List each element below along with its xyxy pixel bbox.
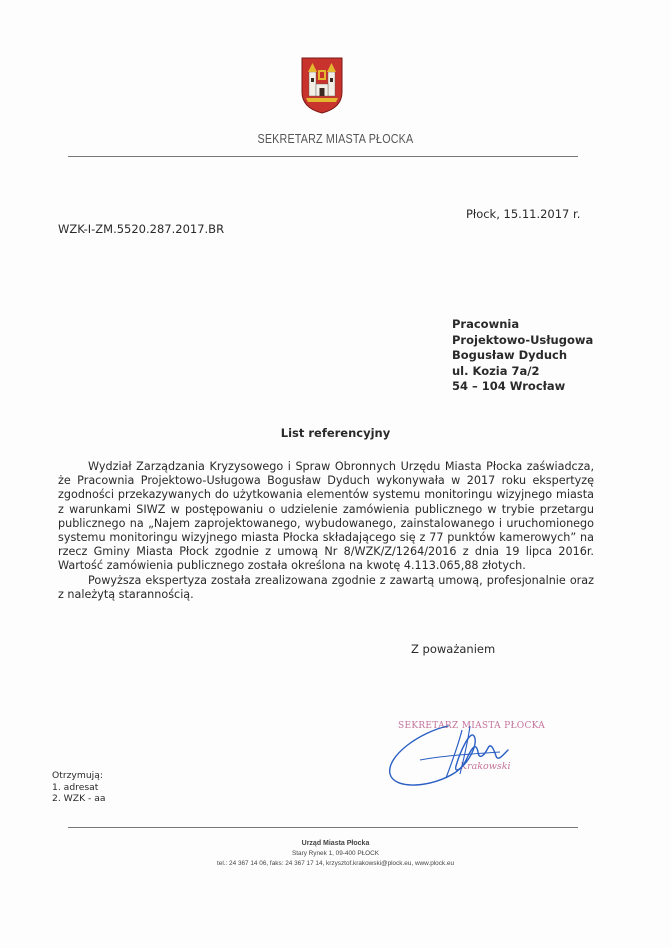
letter-subject: List referencyjny [280, 426, 391, 440]
body-line: zgodności przekazywanych do użytkowania elementów systemu monitoringu wizyjnego miasta [58, 488, 594, 502]
recipients-list [52, 770, 106, 805]
address-line: Projektowo-Usługowa [452, 332, 594, 347]
address-line: Pracownia [452, 317, 520, 331]
address-line: ul. Kozia 7a/2 [452, 363, 540, 378]
header-divider [68, 156, 578, 157]
plock-coat-of-arms-icon [300, 56, 344, 114]
recipient-item: 1. adresat [52, 781, 99, 793]
letter-date: Płock, 15.11.2017 r. [466, 207, 581, 221]
body-line: Powyższa ekspertyza została zrealizowana zgodnie z zawartą umową, profesjonalnie oraz [88, 573, 594, 587]
body-line: z warunkami SIWZ w postępowaniu o udzielenie zamówienia publicznego w trybie przetargu [58, 502, 594, 516]
footer-divider [68, 827, 578, 828]
body-line: publicznego na „Najem zaprojektowanego, wybudowanego, zainstalowanego i uruchomionego [58, 516, 594, 530]
body-line: Wartość zamówienia publicznego została określona na kwotę 4.113.065,88 złotych. [58, 559, 526, 573]
recipients-heading: Otrzymują: [52, 770, 103, 781]
body-line: z należytą starannością. [58, 587, 194, 601]
address-line: Bogusław Dyduch [452, 348, 568, 362]
body-paragraph-2 [58, 574, 594, 602]
footer-contact: tel.: 24 367 14 06, faks: 24 367 17 14, krzysztof.krakowski@plock.eu, www.plock.eu [216, 860, 455, 867]
body-line: Wydział Zarządzania Kryzysowego i Spraw Obronnych Urzędu Miasta Płocka zaświadcza, [88, 460, 594, 473]
institution-title: SEKRETARZ MIASTA PŁOCKA [257, 132, 414, 146]
recipient-address [452, 317, 593, 395]
footer-office-name: Urząd Miasta Płocka [301, 840, 370, 847]
closing-salutation: Z poważaniem [411, 642, 496, 656]
footer-address: Stary Rynek 1, 09-400 PŁOCK [291, 850, 380, 857]
body-line: rzecz Gminy Miasta Płock zgodnie z umową Nr 8/WZK/Z/1264/2016 z dnia 19 lipca 2016r. [58, 545, 594, 559]
letter-body [58, 460, 594, 602]
handwritten-signature-icon [380, 712, 560, 794]
body-line: że Pracownia Projektowo-Usługowa Bogusław Dyduch wykonywała w 2017 roku ekspertyzę [58, 474, 594, 488]
reference-number: WZK-I-ZM.5520.287.2017.BR [58, 222, 225, 236]
recipient-item: 2. WZK - aa [52, 793, 106, 804]
stamp-name: Krakowski [460, 761, 511, 772]
address-line: 54 – 104 Wrocław [452, 379, 566, 393]
stamp-title: SEKRETARZ MIASTA PŁOCKA [398, 721, 546, 731]
footer [0, 838, 671, 869]
body-paragraph-1 [58, 460, 594, 574]
body-line: systemu monitoringu wizyjnego miasta Płocka składającego się z 77 punktów kamerowych” na [58, 531, 594, 545]
